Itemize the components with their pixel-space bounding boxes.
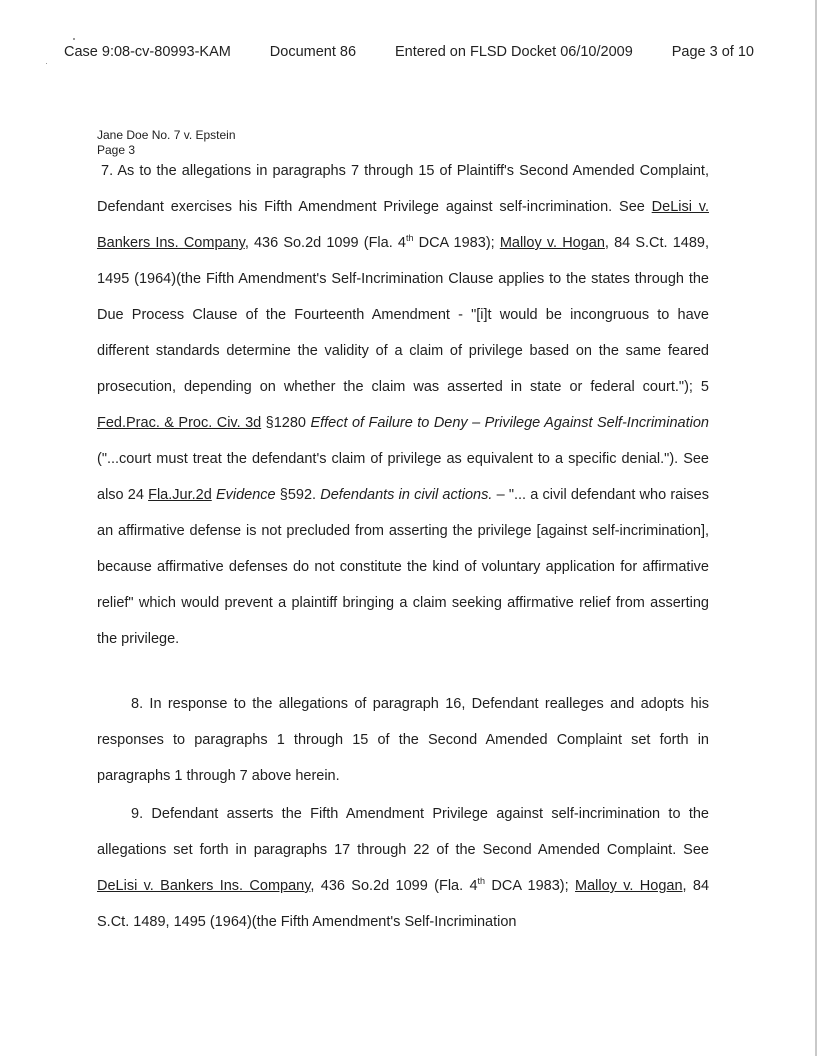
- page-count: Page 3 of 10: [671, 44, 754, 60]
- paragraph-9: 9. Defendant asserts the Fifth Amendment Privilege against self-incrimination to the allegations set forth in paragraphs 17 through 22 of the Second Amended Complaint. See DeLisi v. Bankers Ins. Company, 436 So.2d 1099 (Fla. 4th DCA 1983); Malloy v. Hogan, 84 S.Ct. 1489, 1495 (1964)(the Fifth Amendment's Self-Incrimination: [97, 806, 710, 930]
- docket-entry: Entered on FLSD Docket 06/10/2009: [394, 44, 633, 60]
- case-number: Case 9:08-cv-80993-KAM: [64, 44, 231, 60]
- paragraph-8: 8. In response to the allegations of paragraph 16, Defendant realleges and adopts his responses to paragraphs 1 through 15 of the Second Amended Complaint set forth in paragraphs 1 through 7 above herein.: [97, 696, 709, 784]
- docket-header: [64, 44, 754, 60]
- paragraph-7: 7. As to the allegations in paragraphs 7 through 15 of Plaintiff's Second Amended Complaint, Defendant exercises his Fifth Amendment Privilege against self-incrimination. See DeLisi v. Bankers Ins. Company, 436 So.2d 1099 (Fla. 4th DCA 1983); Malloy v. Hogan, 84 S.Ct. 1489, 1495 (1964)(the Fifth Amendment's Self-Incrimination Clause applies to the states through the Due Process Clause of the Fourteenth Amendment - "[i]t would be incongruous to have different standards determine the validity of a claim of privilege based on the same feared prosecution, depending on whether the claim was asserted in state or federal court."); 5 Fed.Prac. & Proc. Civ. 3d §1280 Effect of Failure to Deny – Privilege Against Self-Incrimination ("...court must treat the defendant's claim of privilege as equivalent to a specific denial."). See also 24 Fla.Jur.2d Evidence §592. Defendants in civil actions. – "... a civil defendant who raises an affirmative defense is not precluded from asserting the privilege [against self-incrimination], because affirmative defenses do not constitute the kind of voluntary application for affirmative relief" which would prevent a plaintiff bringing a claim seeking affirmative relief from asserting the privilege.: [97, 163, 710, 647]
- citation-delisi: DeLisi v. Bankers Ins. Company: [97, 878, 311, 894]
- citation-delisi: DeLisi v. Bankers Ins. Company: [97, 199, 709, 251]
- citation-malloy: Malloy v. Hogan: [575, 878, 683, 894]
- citation-fed-prac: Fed.Prac. & Proc. Civ. 3d: [97, 415, 262, 431]
- document-number: Document 86: [269, 44, 357, 60]
- citation-malloy: Malloy v. Hogan: [499, 235, 605, 251]
- caption-page: Page 3: [97, 143, 136, 157]
- caption-title: Jane Doe No. 7 v. Epstein: [97, 128, 236, 142]
- scan-speck: [73, 38, 75, 40]
- citation-fla-jur: Fla.Jur.2d: [148, 487, 212, 503]
- scan-speck: [46, 63, 47, 64]
